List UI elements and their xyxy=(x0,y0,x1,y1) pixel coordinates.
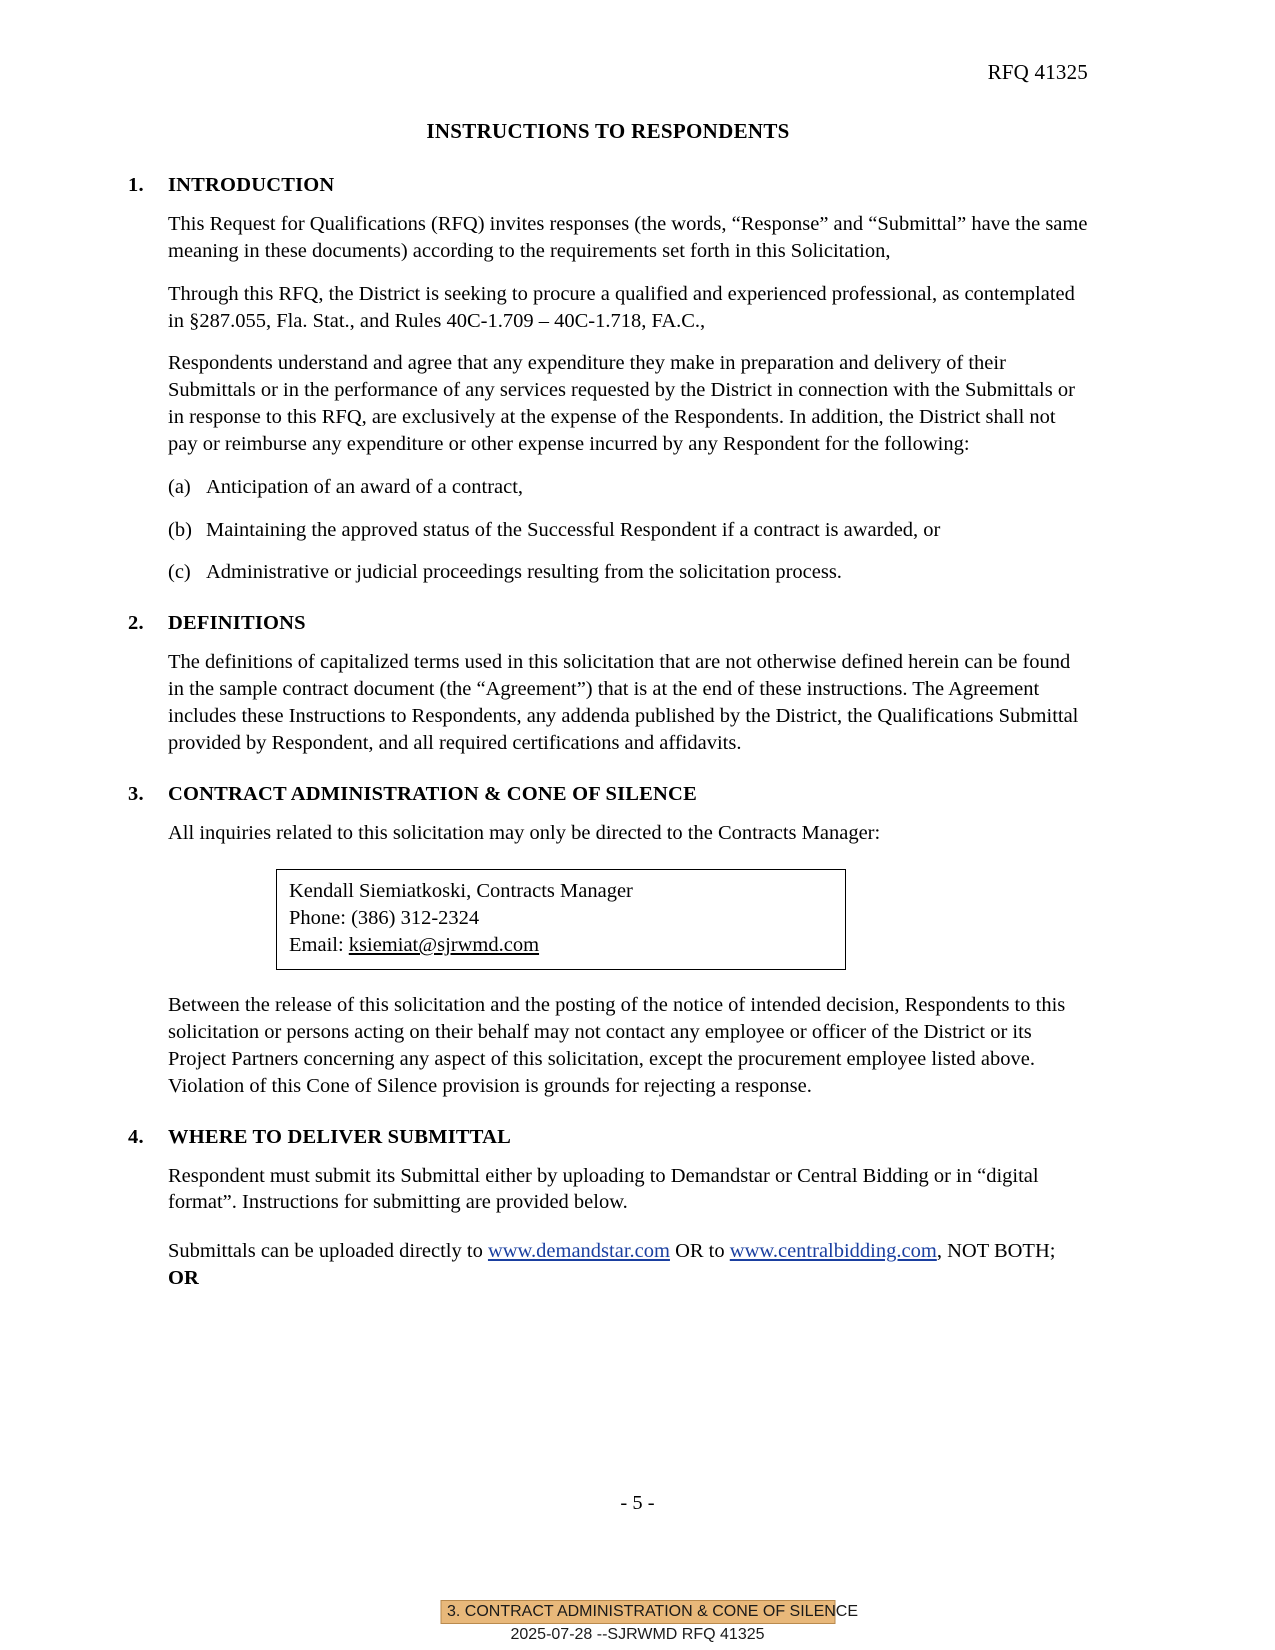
submittal-lead-text: Submittals can be uploaded directly to xyxy=(168,1240,488,1263)
list-item xyxy=(168,559,1088,586)
list-item-marker: (c) xyxy=(168,561,191,584)
list-item-label: Anticipation of an award of a contract, xyxy=(206,475,524,498)
section-contract-administration xyxy=(128,783,1088,1100)
section-definitions xyxy=(128,612,1088,756)
centralbidding-link[interactable]: www.centralbidding.com xyxy=(729,1240,937,1263)
demandstar-link[interactable]: www.demandstar.com xyxy=(487,1240,670,1263)
list-item-marker: (a) xyxy=(168,475,191,498)
contracts-manager-box xyxy=(276,869,846,971)
section-number: 3. xyxy=(128,782,144,805)
contact-name: Kendall Siemiatkoski, Contracts Manager xyxy=(289,879,633,902)
section-title: WHERE TO DELIVER SUBMITTAL xyxy=(168,1125,511,1148)
contact-email-link[interactable]: ksiemiat@sjrwmd.com xyxy=(348,934,540,956)
section-heading xyxy=(128,174,1088,197)
contact-phone xyxy=(289,905,833,932)
section-body xyxy=(168,211,1088,586)
paragraph: Through this RFQ, the District is seeking to procure a qualified and experienced professional, as contemplated in §287.055, Fla. Stat., and Rules 40C-1.709 – 40C-1.718, FA.C., xyxy=(168,282,1075,332)
paragraph: Respondents understand and agree that any expenditure they make in preparation and delivery of their Submittals or in the performance of any services requested by the District in connection with the Submittals or in response to this RFQ, are exclusively at the expense of the Respondents. In addition, the District shall not pay or reimburse any expenditure or other expense incurred by any Respondent for the following: xyxy=(168,352,1075,455)
section-heading xyxy=(128,783,1088,806)
document-content xyxy=(128,60,1088,1308)
footer-annotation-title: 3. CONTRACT ADMINISTRATION & CONE OF SILENCE xyxy=(440,1600,835,1624)
paragraph: All inquiries related to this solicitation may only be directed to the Contracts Manager: xyxy=(168,821,881,844)
page-title: INSTRUCTIONS TO RESPONDENTS xyxy=(426,119,790,143)
contact-phone-value: (386) 312-2324 xyxy=(351,906,480,929)
footer-annotation-subtitle: 2025-07-28 --SJRWMD RFQ 41325 xyxy=(510,1626,765,1643)
section-title: INTRODUCTION xyxy=(168,174,335,196)
section-body xyxy=(168,649,1088,756)
paragraph: Respondent must submit its Submittal either by uploading to Demandstar or Central Bidding or in “digital format”. Instructions for submitting are provided below. xyxy=(168,1164,1039,1214)
section-where-to-deliver xyxy=(128,1126,1088,1292)
contact-phone-label: Phone: xyxy=(289,906,352,929)
submittal-middle-text: OR to xyxy=(669,1240,730,1263)
header-rfq-number: RFQ 41325 xyxy=(987,60,1088,84)
list-item xyxy=(168,517,1088,544)
section-heading xyxy=(128,1126,1088,1149)
section-heading xyxy=(128,612,1088,635)
list-item-marker: (b) xyxy=(168,518,192,541)
footer-annotation xyxy=(440,1600,859,1644)
section-title: DEFINITIONS xyxy=(168,612,306,635)
submittal-tail-text: , NOT BOTH; xyxy=(936,1240,1056,1263)
contact-email xyxy=(289,932,833,959)
section-number: 2. xyxy=(128,612,144,635)
contact-email-label: Email: xyxy=(289,934,349,956)
submittal-or-text: OR xyxy=(168,1267,199,1290)
section-number: 1. xyxy=(128,174,144,196)
section-introduction xyxy=(128,174,1088,586)
section-body-after xyxy=(168,992,1088,1099)
section-body xyxy=(168,820,1088,847)
section-number: 4. xyxy=(128,1125,144,1148)
list-item-label: Maintaining the approved status of the Successful Respondent if a contract is awarded, or xyxy=(206,518,941,541)
section-title: CONTRACT ADMINISTRATION & CONE OF SILENCE xyxy=(168,782,697,805)
list-item-label: Administrative or judicial proceedings resulting from the solicitation process. xyxy=(206,561,842,584)
paragraph: Between the release of this solicitation and the posting of the notice of intended decision, Respondents to this solicitation or persons acting on their behalf may not contact any employee or officer of the District or its Project Partners concerning any aspect of this solicitation, except the procurement employee listed above. Violation of this Cone of Silence provision is grounds for rejecting a response. xyxy=(168,994,1066,1097)
paragraph: This Request for Qualifications (RFQ) invites responses (the words, “Response” and “Submittal” have the same meaning in these documents) according to the requirements set forth in this Solicitation, xyxy=(168,213,1088,262)
list-item xyxy=(168,474,1088,501)
paragraph: The definitions of capitalized terms used in this solicitation that are not otherwise defined herein can be found in the sample contract document (the “Agreement”) that is at the end of these instructions. The Agreement includes these Instructions to Respondents, any addenda published by the District, the Qualifications Submittal provided by Respondent, and all required certifications and affidavits. xyxy=(168,651,1079,754)
section-body xyxy=(168,1163,1088,1292)
page-number: - 5 - xyxy=(620,1492,655,1514)
submittal-upload-line xyxy=(168,1238,1088,1292)
